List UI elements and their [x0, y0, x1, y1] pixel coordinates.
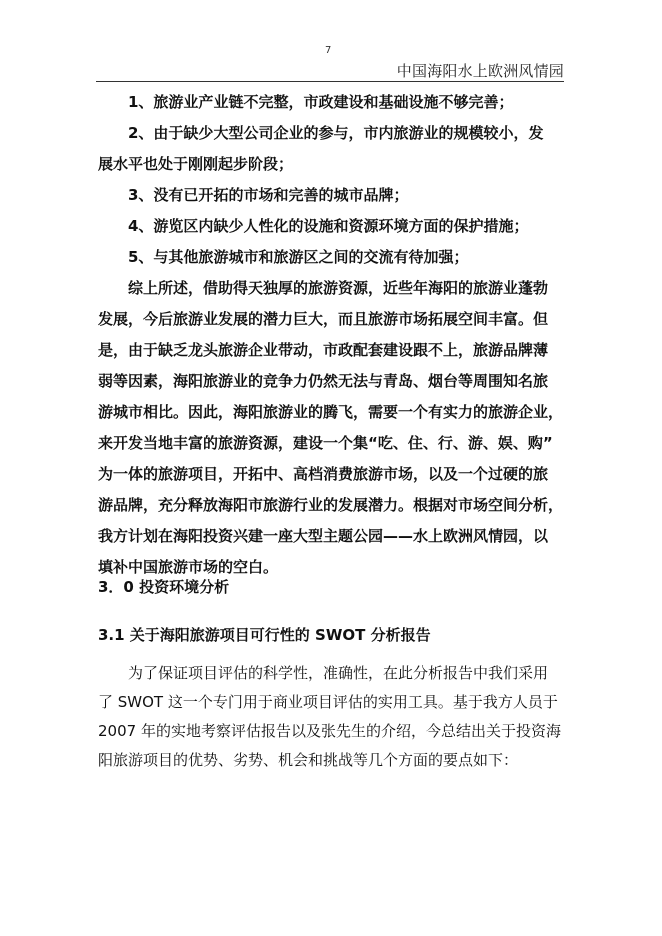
summary-line: 游品牌，充分释放海阳市旅游行业的发展潜力。根据对市场空间分析，: [98, 496, 564, 514]
header-title: 中国海阳水上欧洲风情园: [396, 62, 564, 80]
summary-line: 综上所述，借助得天独厚的旅游资源，近些年海阳的旅游业蓬勃: [128, 279, 549, 297]
list-item: 3、没有已开拓的市场和完善的城市品牌；: [128, 186, 409, 204]
summary-line: 为一体的旅游项目，开拓中、高档消费旅游市场，以及一个过硬的旅: [98, 465, 549, 483]
body-text: [98, 87, 564, 583]
swot-line: 了 SWOT 这一个专门用于商业项目评估的实用工具。基于我方人员于: [98, 693, 558, 711]
swot-line: 阳旅游项目的优势、劣势、机会和挑战等几个方面的要点如下：: [98, 751, 519, 769]
swot-line: 2007 年的实地考察评估报告以及张先生的介绍，今总结出关于投资海: [98, 722, 561, 740]
list-item-continuation: 展水平也处于刚刚起步阶段；: [98, 155, 294, 173]
summary-line: 来开发当地丰富的旅游资源，建设一个集“吃、住、行、游、娱、购”: [98, 434, 553, 452]
list-item: 4、游览区内缺少人性化的设施和资源环境方面的保护措施；: [128, 217, 529, 235]
summary-line: 是，由于缺乏龙头旅游企业带动，市政配套建设跟不上，旅游品牌薄: [98, 341, 549, 359]
list-item: 2、由于缺少大型公司企业的参与，市内旅游业的规模较小，发: [128, 124, 544, 142]
subsection-heading: 3.1 关于海阳旅游项目可行性的 SWOT 分析报告: [98, 626, 431, 644]
swot-paragraph: [98, 659, 564, 775]
list-item: 5、与其他旅游城市和旅游区之间的交流有待加强；: [128, 248, 469, 266]
summary-line: 游城市相比。因此，海阳旅游业的腾飞，需要一个有实力的旅游企业，: [98, 403, 564, 421]
summary-line: 弱等因素，海阳旅游业的竞争力仍然无法与青岛、烟台等周围知名旅: [98, 372, 549, 390]
header-rule: [96, 81, 564, 82]
list-item: 1、旅游业产业链不完整，市政建设和基础设施不够完善；: [128, 93, 514, 111]
summary-line: 我方计划在海阳投资兴建一座大型主题公园——水上欧洲风情园，以: [98, 527, 549, 545]
section-heading: 3．0 投资环境分析: [98, 578, 230, 596]
swot-line: 为了保证项目评估的科学性，准确性，在此分析报告中我们采用: [128, 664, 549, 682]
summary-line: 发展，今后旅游业发展的潜力巨大，而且旅游市场拓展空间丰富。但: [98, 310, 549, 328]
page-number: 7: [325, 45, 332, 56]
summary-line: 填补中国旅游市场的空白。: [98, 558, 279, 576]
